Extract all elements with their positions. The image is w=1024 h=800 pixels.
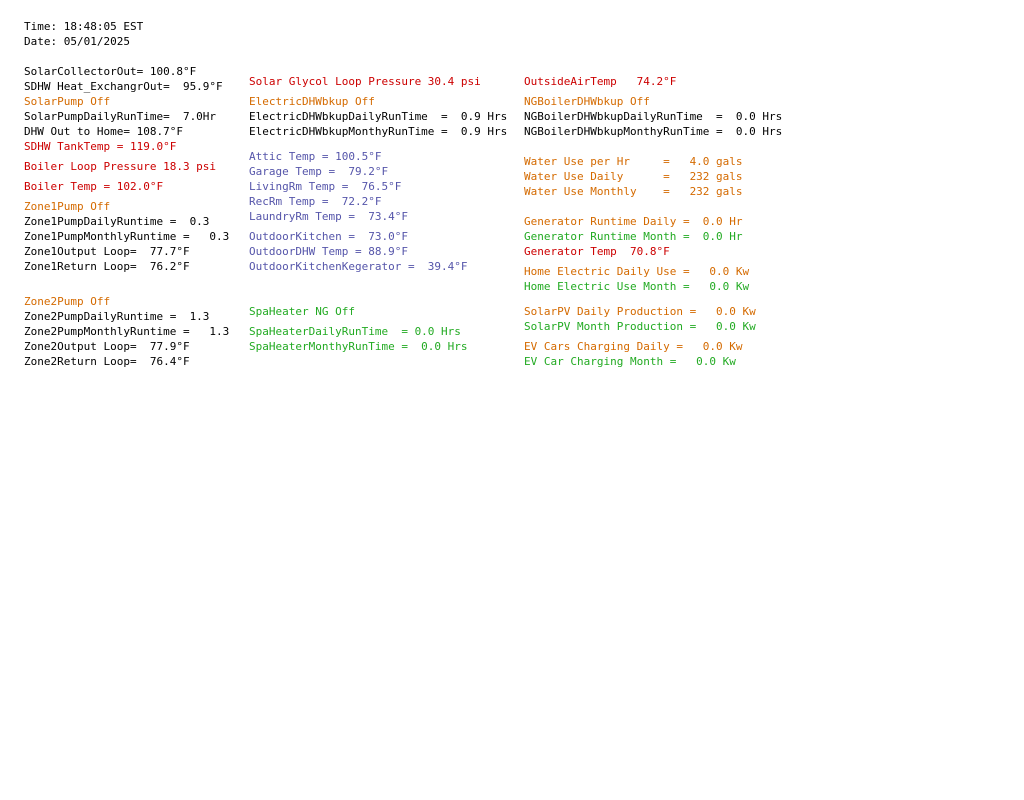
outside-air-temp: OutsideAirTemp 74.2°F <box>524 75 677 88</box>
laundryrm-temp: LaundryRm Temp = 73.4°F <box>249 210 408 223</box>
zone1-output-loop: Zone1Output Loop= 77.7°F <box>24 245 190 258</box>
solar-collector-out: SolarCollectorOut= 100.8°F <box>24 65 197 78</box>
solar-pv-daily-production: SolarPV Daily Production = 0.0 Kw <box>524 305 756 318</box>
outdoor-dhw-temp: OutdoorDHW Temp = 88.9°F <box>249 245 408 258</box>
boiler-temp: Boiler Temp = 102.0°F <box>24 180 164 193</box>
recrm-temp: RecRm Temp = 72.2°F <box>249 195 382 208</box>
ng-boiler-dhw-bkup-monthly-runtime: NGBoilerDHWbkupMonthyRunTime = 0.0 Hrs <box>524 125 783 138</box>
electric-dhw-bkup-monthly-runtime: ElectricDHWbkupMonthyRunTime = 0.9 Hrs <box>249 125 508 138</box>
date-readout: Date: 05/01/2025 <box>24 35 130 48</box>
solar-pump-status: SolarPump Off <box>24 95 111 108</box>
zone1-return-loop: Zone1Return Loop= 76.2°F <box>24 260 190 273</box>
zone2-pump-monthly-runtime: Zone2PumpMonthlyRuntime = 1.3 <box>24 325 230 338</box>
solar-glycol-loop-pressure: Solar Glycol Loop Pressure 30.4 psi <box>249 75 481 88</box>
zone1-pump-daily-runtime: Zone1PumpDailyRuntime = 0.3 <box>24 215 210 228</box>
garage-temp: Garage Temp = 79.2°F <box>249 165 389 178</box>
livingrm-temp: LivingRm Temp = 76.5°F <box>249 180 402 193</box>
generator-temp: Generator Temp 70.8°F <box>524 245 670 258</box>
spa-heater-status: SpaHeater NG Off <box>249 305 355 318</box>
zone1-pump-monthly-runtime: Zone1PumpMonthlyRuntime = 0.3 <box>24 230 230 243</box>
generator-runtime-daily: Generator Runtime Daily = 0.0 Hr <box>524 215 743 228</box>
electric-dhw-bkup-status: ElectricDHWbkup Off <box>249 95 375 108</box>
ng-boiler-dhw-bkup-daily-runtime: NGBoilerDHWbkupDailyRunTime = 0.0 Hrs <box>524 110 783 123</box>
attic-temp: Attic Temp = 100.5°F <box>249 150 382 163</box>
outdoor-kitchen-temp: OutdoorKitchen = 73.0°F <box>249 230 408 243</box>
spa-heater-monthly-runtime: SpaHeaterMonthyRunTime = 0.0 Hrs <box>249 340 468 353</box>
outdoor-kitchen-kegerator: OutdoorKitchenKegerator = 39.4°F <box>249 260 468 273</box>
solar-pv-month-production: SolarPV Month Production = 0.0 Kw <box>524 320 756 333</box>
home-electric-use-month: Home Electric Use Month = 0.0 Kw <box>524 280 750 293</box>
sdhw-tank-temp: SDHW TankTemp = 119.0°F <box>24 140 177 153</box>
zone2-output-loop: Zone2Output Loop= 77.9°F <box>24 340 190 353</box>
zone2-pump-status: Zone2Pump Off <box>24 295 111 308</box>
water-use-daily: Water Use Daily = 232 gals <box>524 170 743 183</box>
boiler-loop-pressure: Boiler Loop Pressure 18.3 psi <box>24 160 217 173</box>
home-electric-daily-use: Home Electric Daily Use = 0.0 Kw <box>524 265 750 278</box>
zone2-pump-daily-runtime: Zone2PumpDailyRuntime = 1.3 <box>24 310 210 323</box>
ev-car-charging-month: EV Car Charging Month = 0.0 Kw <box>524 355 736 368</box>
zone1-pump-status: Zone1Pump Off <box>24 200 111 213</box>
electric-dhw-bkup-daily-runtime: ElectricDHWbkupDailyRunTime = 0.9 Hrs <box>249 110 508 123</box>
zone2-return-loop: Zone2Return Loop= 76.4°F <box>24 355 190 368</box>
dhw-out-to-home: DHW Out to Home= 108.7°F <box>24 125 183 138</box>
ev-cars-charging-daily: EV Cars Charging Daily = 0.0 Kw <box>524 340 743 353</box>
ng-boiler-dhw-bkup-status: NGBoilerDHWbkup Off <box>524 95 650 108</box>
time-readout: Time: 18:48:05 EST <box>24 20 144 33</box>
water-use-per-hr: Water Use per Hr = 4.0 gals <box>524 155 743 168</box>
water-use-monthly: Water Use Monthly = 232 gals <box>524 185 743 198</box>
solar-pump-daily-runtime: SolarPumpDailyRunTime= 7.0Hr <box>24 110 217 123</box>
spa-heater-daily-runtime: SpaHeaterDailyRunTime = 0.0 Hrs <box>249 325 461 338</box>
generator-runtime-month: Generator Runtime Month = 0.0 Hr <box>524 230 743 243</box>
sdhw-heat-exchanger-out: SDHW Heat_ExchangrOut= 95.9°F <box>24 80 223 93</box>
